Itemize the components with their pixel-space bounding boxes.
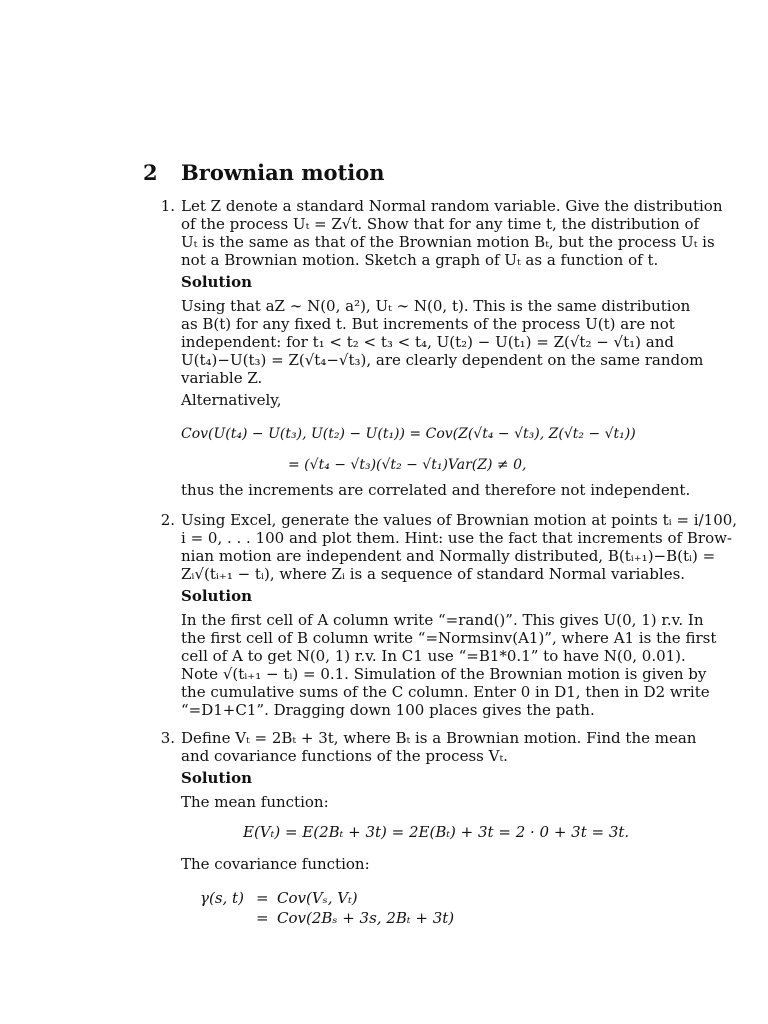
covariance-rhs: Cov(Vₛ, Vₜ) xyxy=(277,889,358,907)
solution-text-line: cell of A to get N(0, 1) r.v. In C1 use “=B1*0.1” to have N(0, 0.01). xyxy=(181,647,686,665)
problem-text-line: Let Z denote a standard Normal random variable. Give the distribution xyxy=(181,197,723,215)
problem-text-line: Define Vₜ = 2Bₜ + 3t, where Bₜ is a Brownian motion. Find the mean xyxy=(181,729,697,747)
section-title: Brownian motion xyxy=(181,160,385,185)
covariance-rhs: Cov(2Bₛ + 3s, 2Bₜ + 3t) xyxy=(277,909,455,927)
problem-text-line: and covariance functions of the process Vₜ. xyxy=(181,747,508,765)
display-equation: Cov(U(t₄) − U(t₃), U(t₂) − U(t₁)) = Cov(Z(√t₄ − √t₃), Z(√t₂ − √t₁)) xyxy=(181,426,636,442)
problem-text-line: not a Brownian motion. Sketch a graph of Uₜ as a function of t. xyxy=(181,251,659,269)
mean-intro: The mean function: xyxy=(181,793,329,811)
solution-text-line: U(t₄)−U(t₃) = Z(√t₄−√t₃), are clearly dependent on the same random xyxy=(181,351,704,369)
solution-text-line: In the first cell of A column write “=rand()”. This gives U(0, 1) r.v. In xyxy=(181,611,704,629)
conclusion-text: thus the increments are correlated and therefore not independent. xyxy=(181,481,691,499)
section-number: 2 xyxy=(143,160,158,185)
mean-equation: E(Vₜ) = E(2Bₜ + 3t) = 2E(Bₜ) + 3t = 2 · 0 + 3t = 3t. xyxy=(243,823,630,841)
solution-text-line: the cumulative sums of the C column. Enter 0 in D1, then in D2 write xyxy=(181,683,710,701)
problem-text-line: Zᵢ√(tᵢ₊₁ − tᵢ), where Zᵢ is a sequence of standard Normal variables. xyxy=(181,565,686,583)
solution-label: Solution xyxy=(181,587,252,605)
covariance-intro: The covariance function: xyxy=(181,855,370,873)
problem-text-line: nian motion are independent and Normally distributed, B(tᵢ₊₁)−B(tᵢ) = xyxy=(181,547,716,565)
covariance-lhs: γ(s, t) xyxy=(200,889,244,907)
solution-text-line: the first cell of B column write “=Normsinv(A1)”, where A1 is the first xyxy=(181,629,717,647)
equals-sign: = xyxy=(256,909,269,927)
problem-text-line: i = 0, . . . 100 and plot them. Hint: use the fact that increments of Brow- xyxy=(181,529,733,547)
display-equation: = (√t₄ − √t₃)(√t₂ − √t₁)Var(Z) ≠ 0, xyxy=(288,457,527,473)
solution-text-line: independent: for t₁ < t₂ < t₃ < t₄, U(t₂) − U(t₁) = Z(√t₂ − √t₁) and xyxy=(181,333,674,351)
solution-text-line: Alternatively, xyxy=(181,391,282,409)
problem-number: 2. xyxy=(160,511,175,529)
solution-text-line: Using that aZ ∼ N(0, a²), Uₜ ∼ N(0, t). This is the same distribution xyxy=(181,297,691,315)
solution-text-line: as B(t) for any fixed t. But increments of the process U(t) are not xyxy=(181,315,675,333)
solution-label: Solution xyxy=(181,769,252,787)
solution-text-line: variable Z. xyxy=(181,369,263,387)
solution-text-line: Note √(tᵢ₊₁ − tᵢ) = 0.1. Simulation of the Brownian motion is given by xyxy=(181,665,707,683)
solution-label: Solution xyxy=(181,273,252,291)
problem-text-line: Using Excel, generate the values of Brownian motion at points tᵢ = i/100, xyxy=(181,511,738,529)
problem-number: 1. xyxy=(160,197,175,215)
problem-text-line: of the process Uₜ = Z√t. Show that for any time t, the distribution of xyxy=(181,215,700,233)
problem-text-line: Uₜ is the same as that of the Brownian motion Bₜ, but the process Uₜ is xyxy=(181,233,715,251)
equals-sign: = xyxy=(256,889,269,907)
solution-text-line: “=D1+C1”. Dragging down 100 places gives the path. xyxy=(181,701,595,719)
problem-number: 3. xyxy=(160,729,175,747)
